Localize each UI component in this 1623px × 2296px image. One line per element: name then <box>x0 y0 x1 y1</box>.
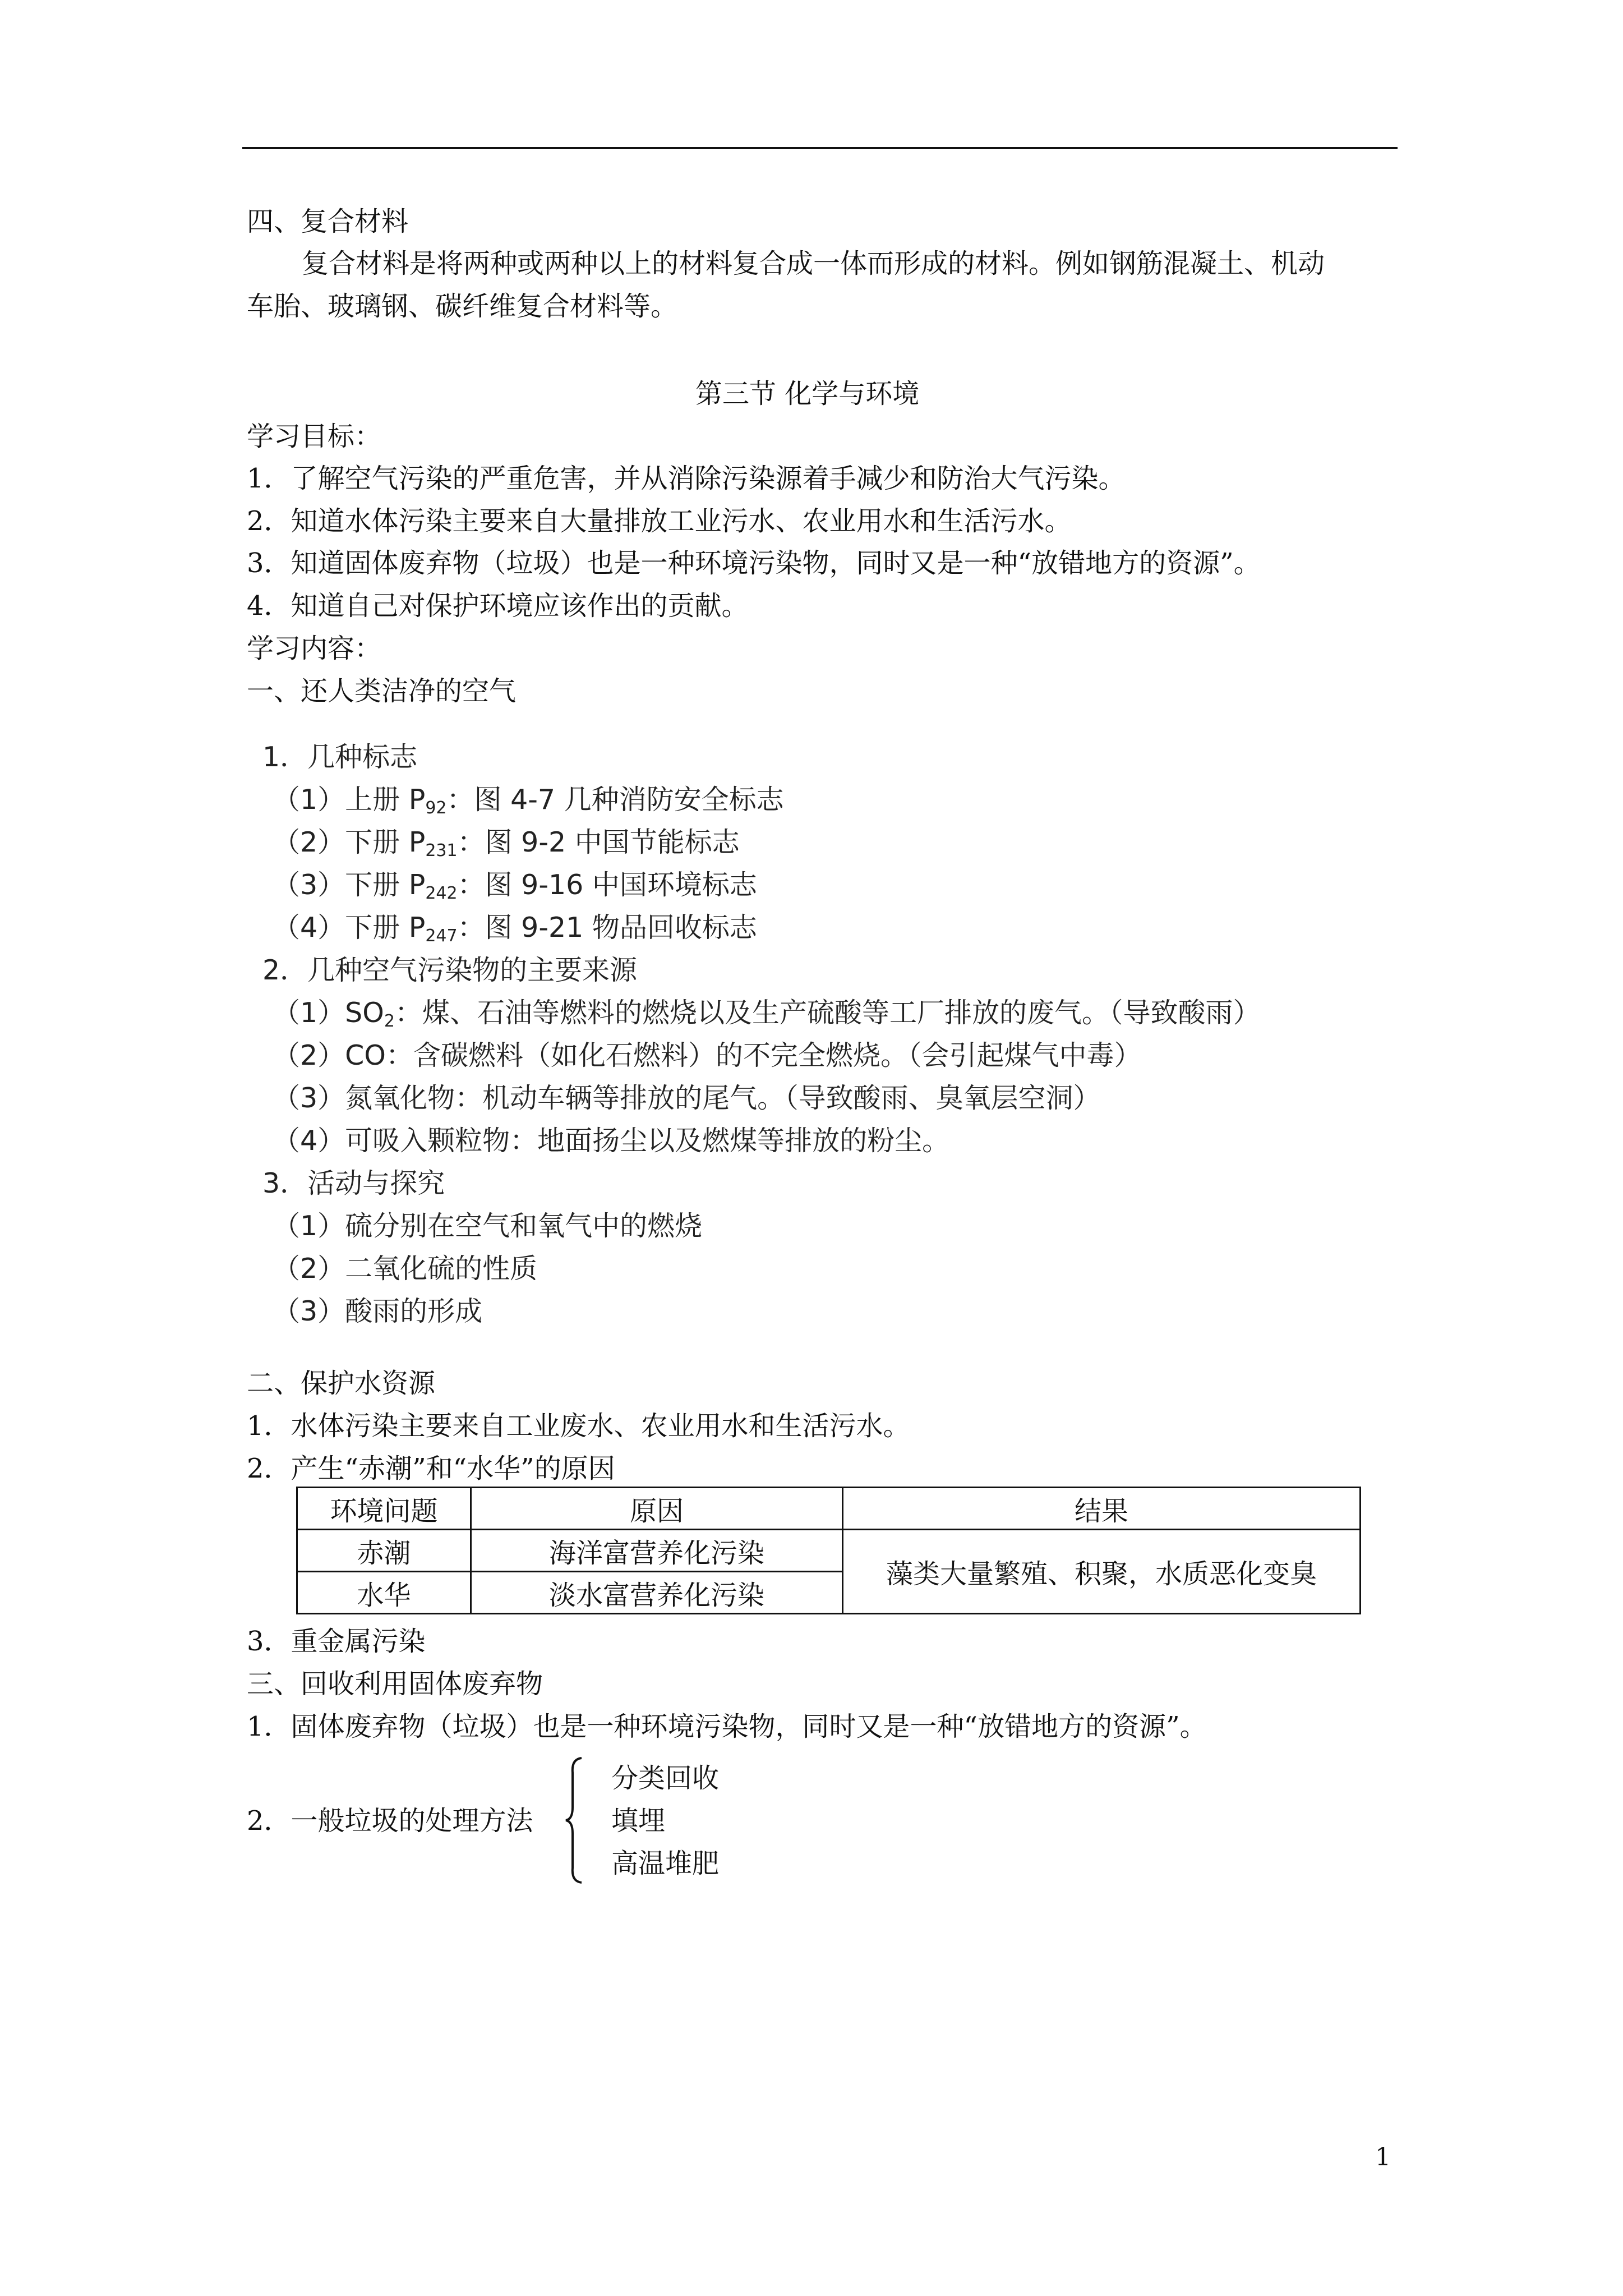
sign-item: （3）下册 $P_{242}$：图 9-16 中国环境标志 <box>273 869 757 903</box>
table-cell: 赤潮 <box>297 1530 471 1572</box>
table-header-cell: 结果 <box>843 1488 1361 1530</box>
table-header-cell: 环境问题 <box>297 1488 471 1530</box>
table-cell-shared-result: 藻类大量繁殖、积聚，水质恶化变臭 <box>843 1530 1361 1614</box>
table-cell: 海洋富营养化污染 <box>471 1530 843 1572</box>
part2-heading: 二、保护水资源 <box>247 1368 436 1399</box>
part2-item2: 2．产生“赤潮”和“水华”的原因 <box>247 1453 615 1484</box>
part2-item1: 1．水体污染主要来自工业废水、农业用水和生活污水。 <box>247 1410 910 1442</box>
source-item: $(1)SO_2$：煤、石油等燃料的燃烧以及生产硫酸等工厂排放的废气。（导致酸雨） <box>273 997 1261 1031</box>
method-item: 填埋 <box>611 1805 666 1837</box>
activity-item: （1）硫分别在空气和氧气中的燃烧 <box>273 1210 703 1242</box>
sign-item: （1）上册 $P_{92}$：图 4-7 几种消防安全标志 <box>273 784 784 818</box>
signs-subheading: 1．几种标志 <box>262 741 418 773</box>
activity-item: （2）二氧化硫的性质 <box>273 1253 538 1285</box>
goal-item: 2．知道水体污染主要来自大量排放工业污水、农业用水和生活污水。 <box>247 505 1072 537</box>
goals-heading: 学习目标： <box>247 421 382 452</box>
part3-heading: 三、回收利用固体废弃物 <box>247 1668 543 1700</box>
table-cell: 水华 <box>297 1572 471 1614</box>
table-header-row <box>297 1488 1361 1530</box>
part3-item2-label: 2．一般垃圾的处理方法 <box>247 1805 533 1837</box>
table-row <box>297 1530 1361 1572</box>
section4-para-line1: 复合材料是将两种或两种以上的材料复合成一体而形成的材料。例如钢筋混凝土、机动 <box>302 248 1325 279</box>
part3-item1: 1．固体废弃物（垃圾）也是一种环境污染物，同时又是一种“放错地方的资源”。 <box>247 1711 1207 1742</box>
section4-para-line2: 车胎、玻璃钢、碳纤维复合材料等。 <box>247 291 678 322</box>
sources-subheading: 2．几种空气污染物的主要来源 <box>262 954 638 986</box>
activity-item: （3）酸雨的形成 <box>273 1295 483 1327</box>
chapter-title: 第三节 化学与环境 <box>695 378 920 409</box>
water-pollution-table <box>296 1487 1361 1614</box>
source-item: （4）可吸入颗粒物：地面扬尘以及燃煤等排放的粉尘。 <box>273 1125 950 1157</box>
goal-item: 1．了解空气污染的严重危害，并从消除污染源着手减少和防治大气污染。 <box>247 463 1126 494</box>
part2-item3: 3．重金属污染 <box>247 1626 426 1657</box>
method-item: 高温堆肥 <box>611 1848 720 1879</box>
content-heading: 学习内容： <box>247 633 382 664</box>
sign-item: （4）下册 $P_{247}$：图 9-21 物品回收标志 <box>273 912 757 946</box>
sign-item: （2）下册 $P_{231}$：图 9-2 中国节能标志 <box>273 826 740 861</box>
curly-brace <box>564 1756 586 1885</box>
table-header-cell: 原因 <box>471 1488 843 1530</box>
source-item: （3）氮氧化物：机动车辆等排放的尾气。（导致酸雨、臭氧层空洞） <box>273 1082 1101 1114</box>
goal-item: 3．知道固体废弃物（垃圾）也是一种环境污染物，同时又是一种“放错地方的资源”。 <box>247 547 1261 579</box>
activities-subheading: 3．活动与探究 <box>262 1167 445 1199</box>
part1-heading: 一、还人类洁净的空气 <box>247 675 517 707</box>
page-number: 1 <box>1375 2143 1391 2171</box>
source-item: （2）CO：含碳燃料（如化石燃料）的不完全燃烧。（会引起煤气中毒） <box>273 1039 1142 1071</box>
header-rule <box>242 147 1398 149</box>
section4-heading: 四、复合材料 <box>247 206 409 237</box>
method-item: 分类回收 <box>611 1763 720 1794</box>
table-cell: 淡水富营养化污染 <box>471 1572 843 1614</box>
goal-item: 4．知道自己对保护环境应该作出的贡献。 <box>247 590 749 622</box>
